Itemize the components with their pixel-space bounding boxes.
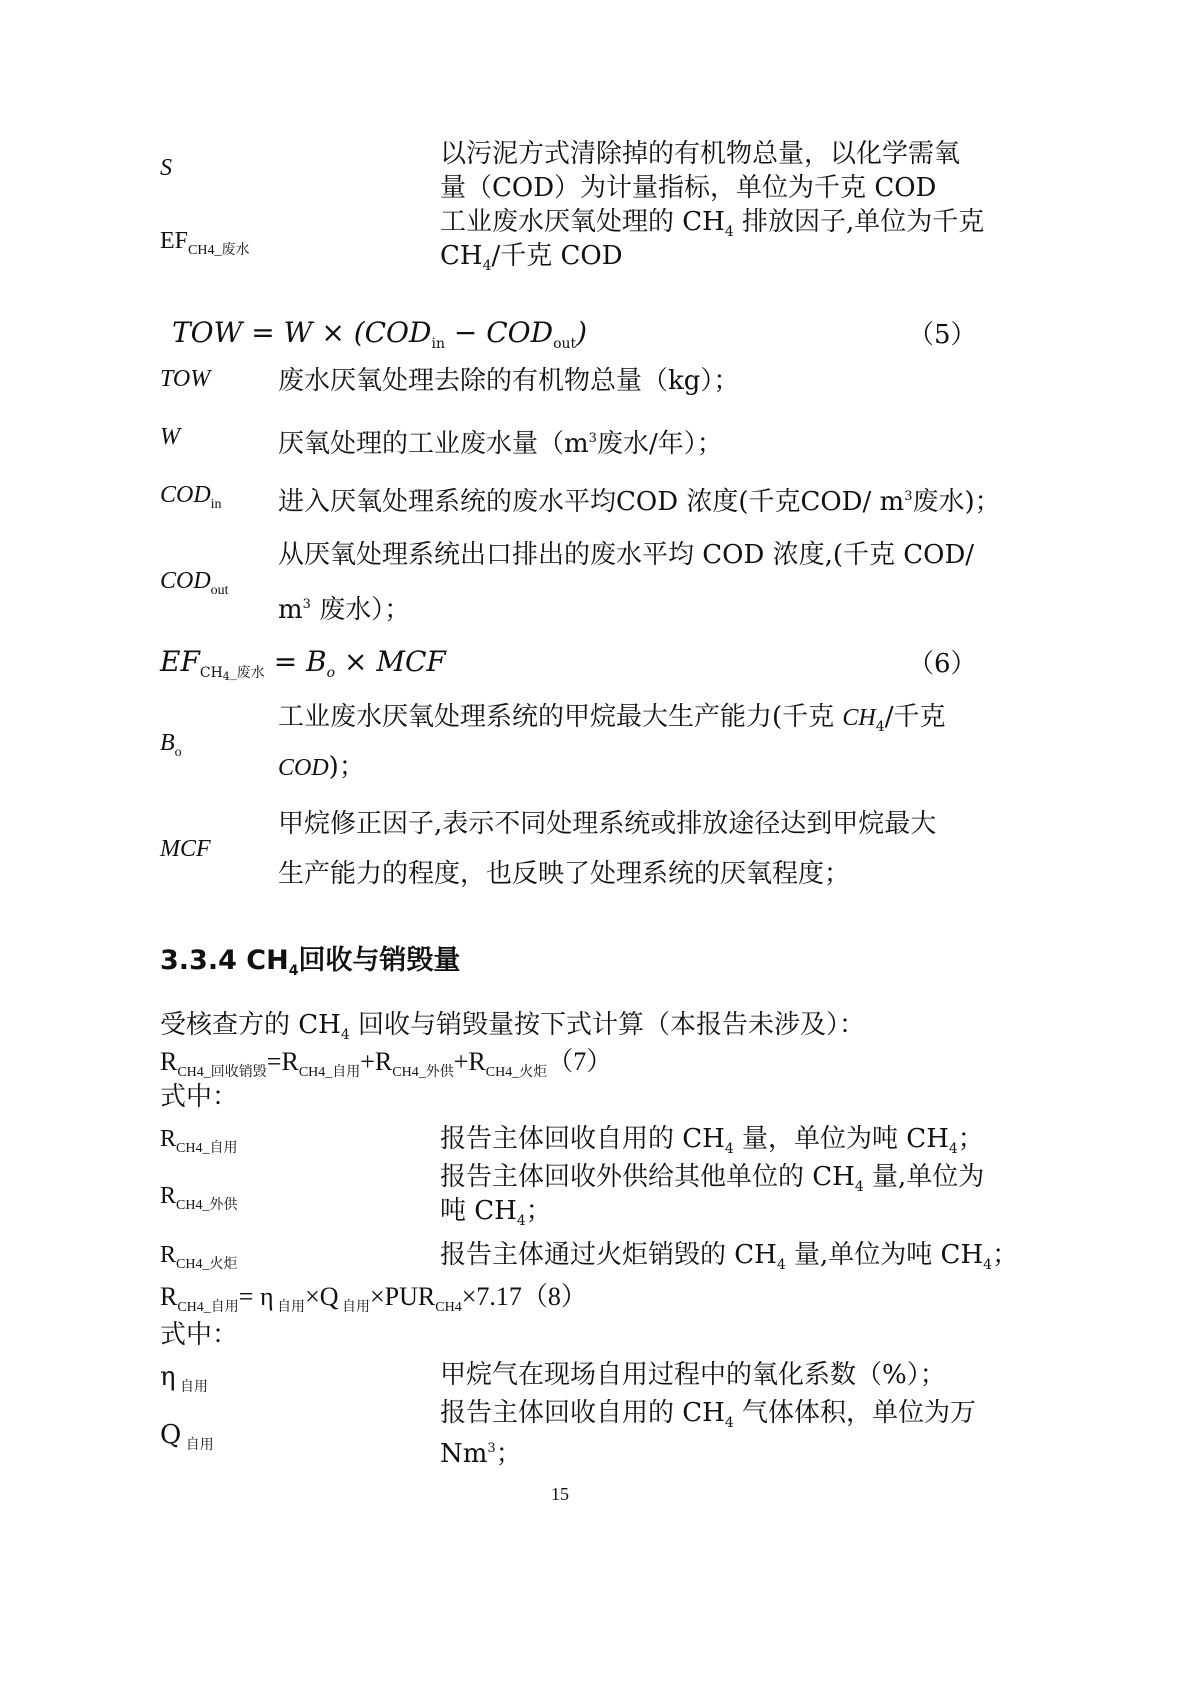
bo-description-line2: COD)；	[278, 752, 365, 782]
mcf-description-line2: 生产能力的程度，也反映了处理系统的厌氧程度；	[278, 859, 851, 889]
formula-5: TOW = $W \times (COD_{in} - COD_{out})$	[172, 316, 588, 352]
symbol-s: S	[160, 155, 172, 181]
symbol-tow: TOW	[160, 366, 211, 392]
page-number: 15	[551, 1484, 569, 1504]
symbol-w: W	[160, 424, 180, 450]
symbol-eta-self-use: η $_{自用}$	[160, 1362, 209, 1395]
r-flare-description: 报告主体通过火炬销毁的 $CH_4$ 量,单位为吨 $CH_4$；	[440, 1240, 1019, 1273]
ef-description-line2: $CH_4/$千克 COD	[440, 241, 623, 274]
symbol-q-self-use: Q $_{自用}$	[160, 1420, 214, 1453]
symbol-bo: $B_o$	[160, 730, 182, 760]
r-external-supply-description-line2: 吨 $CH_4$；	[440, 1196, 552, 1229]
symbol-mcf: MCF	[160, 836, 211, 862]
w-description: 厌氧处理的工业废水量（$m^3$废水/年）；	[278, 429, 723, 459]
formula-5-number: （5）	[908, 320, 977, 350]
s-description-line1: 以污泥方式清除掉的有机物总量，以化学需氧	[440, 139, 961, 169]
section-heading: 3.3.4 $CH_4$回收与销毁量	[160, 945, 461, 979]
formula-7-where: 式中：	[160, 1082, 239, 1112]
section-intro: 受核查方的 $CH_4$ 回收与销毁量按下式计算（本报告未涉及）：	[160, 1010, 866, 1043]
symbol-cod-in: $COD_{in}$	[160, 482, 222, 512]
formula-6-number: （6）	[908, 649, 977, 679]
symbol-cod-out: $COD_{out}$	[160, 568, 229, 598]
r-self-use-description: 报告主体回收自用的 $CH_4$ 量，单位为吨 $CH_4$；	[440, 1124, 984, 1157]
s-description-line2: 量（COD）为计量指标，单位为千克 COD	[440, 173, 937, 203]
formula-7: $R_{CH4\_回收销毁}=R_{CH4\_自用}+R_{CH4\_外供}+R_{CH4\_火炬}(7)$	[160, 1047, 613, 1080]
q-self-use-description-line2: Nm$^3$；	[440, 1439, 522, 1469]
formula-8-where: 式中：	[160, 1320, 239, 1350]
symbol-r-self-use: $R_{CH4\_自用}$	[160, 1126, 238, 1156]
cod-out-description-line1: 从厌氧处理系统出口排出的废水平均 COD 浓度,(千克 COD/	[278, 540, 975, 570]
eta-self-use-description: 甲烷气在现场自用过程中的氧化系数（%）；	[440, 1360, 946, 1390]
symbol-ef-wastewater: $EF_{CH4\_废水}$	[160, 228, 250, 258]
cod-out-description-line2: $m^3$ 废水）；	[278, 595, 411, 625]
tow-description: 废水厌氧处理去除的有机物总量（kg）；	[278, 366, 740, 396]
q-self-use-description-line1: 报告主体回收自用的 $CH_4$ 气体体积，单位为万	[440, 1398, 977, 1431]
ef-description-line1: 工业废水厌氧处理的 $CH_4$ 排放因子,单位为千克	[440, 207, 985, 240]
mcf-description-line1: 甲烷修正因子,表示不同处理系统或排放途径达到甲烷最大	[278, 809, 937, 839]
bo-description-line1: 工业废水厌氧处理系统的甲烷最大生产能力(千克 $CH_4/$千克	[278, 702, 946, 735]
symbol-r-external-supply: $R_{CH4\_外供}$	[160, 1183, 238, 1213]
symbol-r-flare: $R_{CH4\_火炬}$	[160, 1242, 238, 1272]
formula-8: $R_{CH4\_自用}= \eta$ $_{自用}$×Q $_{自用}\times PUR_{CH4}\times 7.17(8)$	[160, 1282, 587, 1315]
cod-in-description: 进入厌氧处理系统的废水平均COD 浓度(千克COD/ $m^3$废水)；	[278, 487, 1001, 517]
r-external-supply-description-line1: 报告主体回收外供给其他单位的 $CH_4$ 量,单位为	[440, 1162, 985, 1195]
formula-6: $EF_{CH_4\_废水} = B_o$ × MCF	[160, 645, 446, 683]
